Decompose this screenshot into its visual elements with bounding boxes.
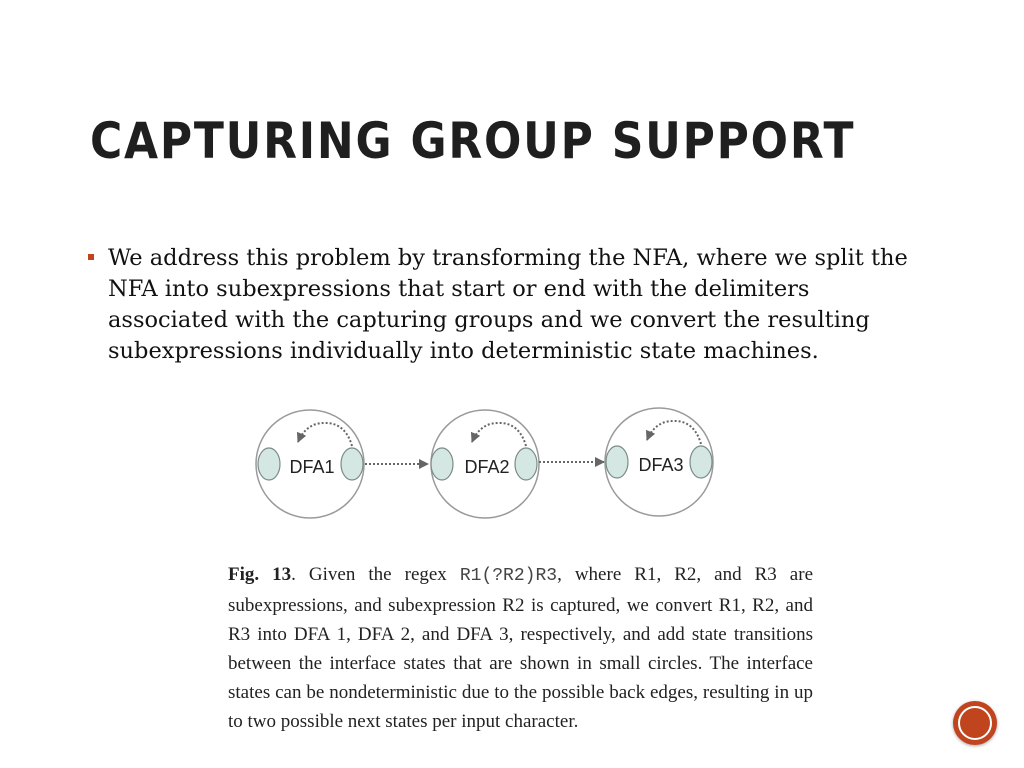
- dfa1-exit-state: [341, 448, 363, 480]
- next-slide-button[interactable]: [953, 701, 997, 745]
- dfa3-group: [605, 408, 713, 516]
- dfa3-exit-state: [690, 446, 712, 478]
- figure-label: Fig. 13: [228, 564, 292, 585]
- bullet-text: We address this problem by transforming the NFA, where we split the NFA into subexpressions that start or end with the delimiters associated with the capturing groups and we convert the resulting subexpressions individually into deterministic state machines.: [108, 245, 908, 364]
- caption-text-after-regex: , where R1, R2, and R3 are subexpressions, and subexpression R2 is captured, we convert R1, R2, and R3 into DFA 1, DFA 2, and DFA 3, respectively, and add state transitions between the interface states that are shown in small circles. The interface states can be nondeterministic due to the possible back edges, resulting in up to two possible next states per input character.: [228, 564, 813, 732]
- dfa3-entry-state: [606, 446, 628, 478]
- bullet-list: [88, 243, 908, 367]
- dfa2-entry-state: [431, 448, 453, 480]
- dfa2-group: [431, 410, 539, 518]
- caption-regex: R1(?R2)R3: [459, 566, 558, 586]
- dfa1-group: [256, 410, 364, 518]
- figure-caption: [228, 560, 813, 736]
- ring-icon: [958, 706, 992, 740]
- slide-title: CAPTURING GROUP SUPPORT: [90, 112, 856, 170]
- dfa-diagram: [254, 398, 724, 538]
- bullet-marker: [88, 254, 94, 260]
- dfa2-exit-state: [515, 448, 537, 480]
- caption-text-before-regex: . Given the regex: [291, 564, 460, 585]
- dfa3-label: DFA3: [638, 455, 684, 475]
- dfa2-label: DFA2: [464, 457, 510, 477]
- dfa1-entry-state: [258, 448, 280, 480]
- dfa1-label: DFA1: [289, 457, 335, 477]
